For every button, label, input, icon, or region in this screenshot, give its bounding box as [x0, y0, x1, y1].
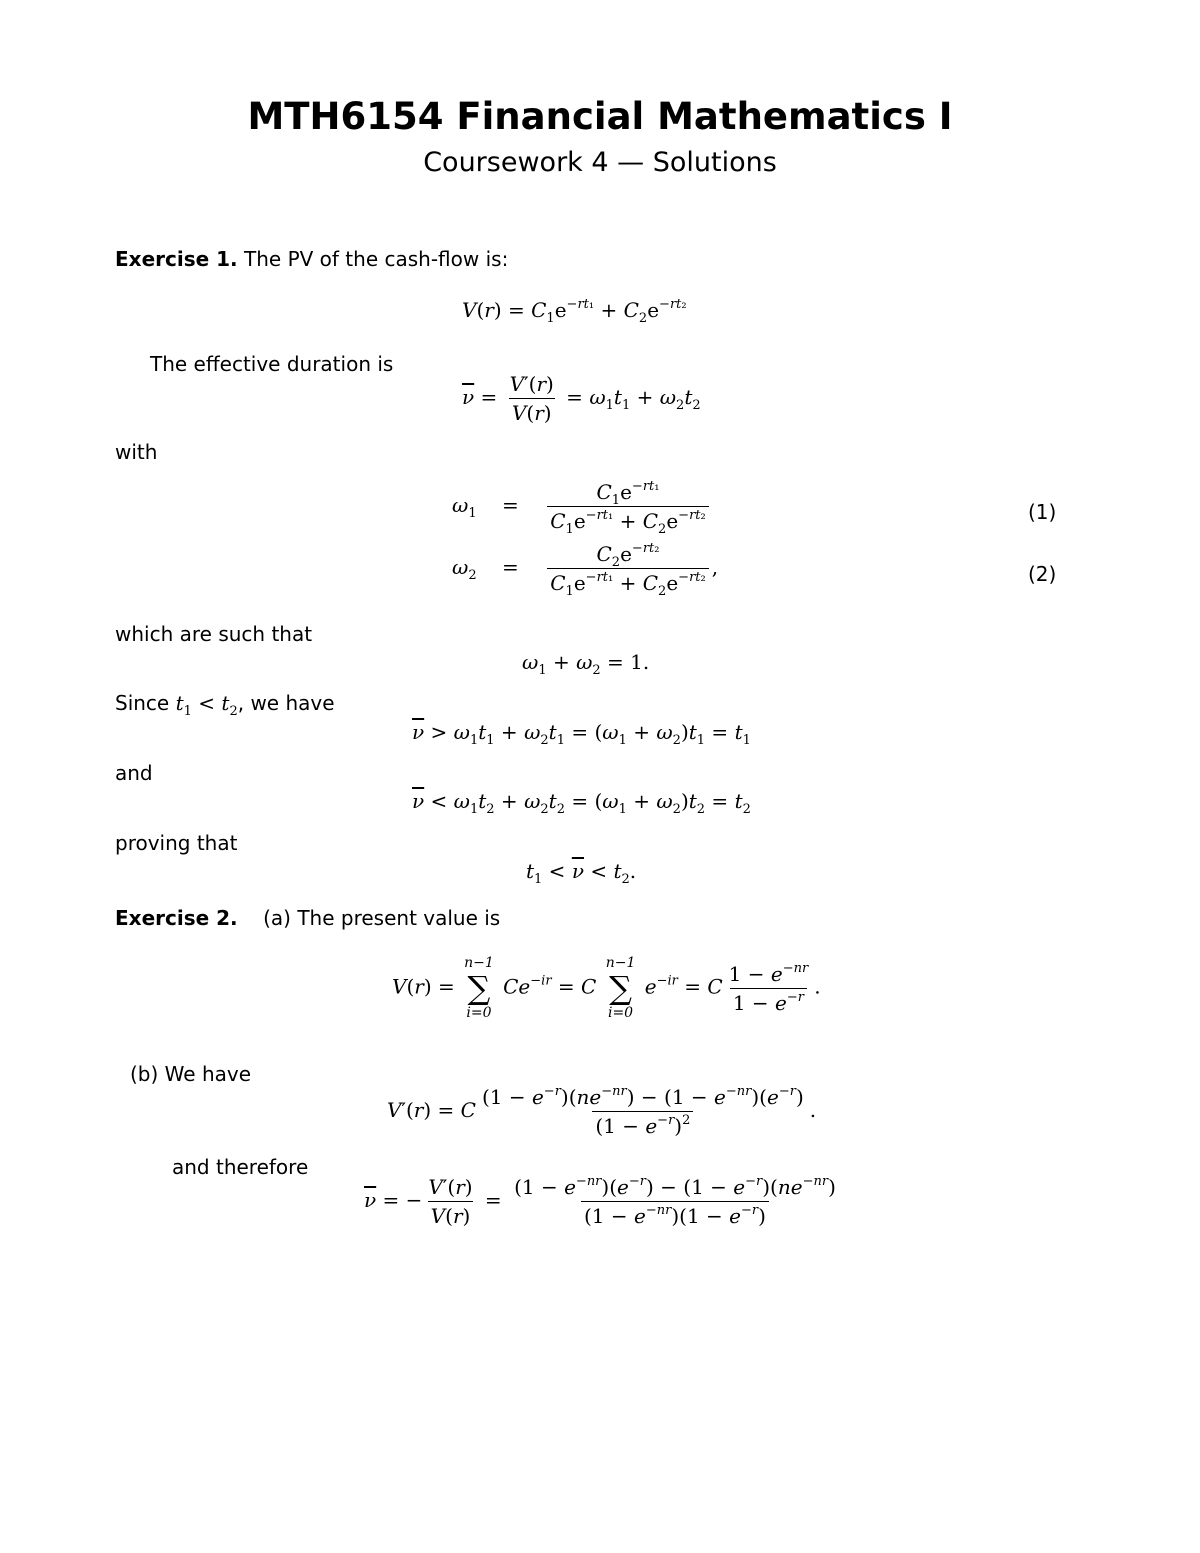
part-a-label: (a) — [263, 906, 291, 930]
weights-sum-equation: $\omega_1 + \omega_2 = 1$. — [522, 650, 650, 678]
annuity-duration-equation: $\overline{\nu}$ = − $\frac{V'(r)}{V(r)}$ = $\frac{(1 - e^{-nr})(e^{-r}) - (1 - e^{-r})(ne^{-nr})}{(1 - e^{-nr})(1 - e^{-r})}$ — [364, 1174, 836, 1228]
omega1-equation: $\omega_1$ = $\frac{C_1e^{-rt_1}}{C_1e^{-rt_1} + C_2e^{-rt_2}}$ — [452, 480, 712, 533]
equation-number-2: (2) — [1028, 562, 1057, 586]
exercise-1-label: Exercise 1. — [115, 247, 238, 271]
since-line: Since $t_1 < t_2$, we have — [115, 691, 335, 719]
page-subtitle: Coursework 4 — Solutions — [423, 147, 777, 178]
since-text: Since — [115, 691, 170, 715]
part-b-text: We have — [164, 1062, 252, 1086]
such-that-text: which are such that — [115, 622, 313, 646]
upper-bound-equation: $\overline{\nu} < \omega_1t_2 + \omega_2t_2 = (\omega_1 + \omega_2)t_2 = t_2$ — [412, 789, 751, 817]
exercise-1-intro — [115, 247, 508, 271]
part-b-label: (b) — [130, 1062, 159, 1086]
exercise-2-intro — [115, 906, 500, 930]
and-text: and — [115, 761, 153, 785]
with-text: with — [115, 440, 158, 464]
part-b-line — [130, 1062, 251, 1086]
derivative-equation: V′(r) = C $\frac{(1 - e^{-r})(ne^{-nr}) - (1 - e^{-nr})(e^{-r})}{(1 - e^{-r})^2}$ . — [387, 1084, 817, 1138]
page-title: MTH6154 Financial Mathematics I — [247, 95, 953, 138]
pv-equation: $V(r) = C_1e^{-rt_1} + C_2e^{-rt_2}$ — [462, 297, 687, 326]
duration-equation: $\overline{\nu}$ = $\frac{V'(r)}{V(r)}$ = $\omega_1t_1 + \omega_2t_2$ — [462, 372, 701, 425]
conclusion-equation: $t_1 < \overline{\nu} < t_2$. — [526, 859, 637, 887]
present-value-equation: V(r) = n−1 ∑ i=0 $Ce^{-ir} = C$ n−1 ∑ i=0 $e^{-ir} = C$ $\frac{1 - e^{-nr}}{1 - e^{-r}}$ . — [392, 955, 821, 1021]
equation-number-1: (1) — [1028, 500, 1057, 524]
exercise-1-intro-text: The PV of the cash-flow is: — [244, 247, 509, 271]
lower-bound-equation: $\overline{\nu} > \omega_1t_1 + \omega_2t_1 = (\omega_1 + \omega_2)t_1 = t_1$ — [412, 720, 751, 748]
we-have-text: , we have — [237, 691, 335, 715]
therefore-text: and therefore — [172, 1155, 309, 1179]
duration-text: The effective duration is — [150, 352, 394, 376]
omega2-equation: $\omega_2$ = $\frac{C_2e^{-rt_2}}{C_1e^{-rt_1} + C_2e^{-rt_2}}$ , — [452, 541, 719, 599]
proving-text: proving that — [115, 831, 238, 855]
part-a-text: The present value is — [297, 906, 501, 930]
exercise-2-label: Exercise 2. — [115, 906, 238, 930]
